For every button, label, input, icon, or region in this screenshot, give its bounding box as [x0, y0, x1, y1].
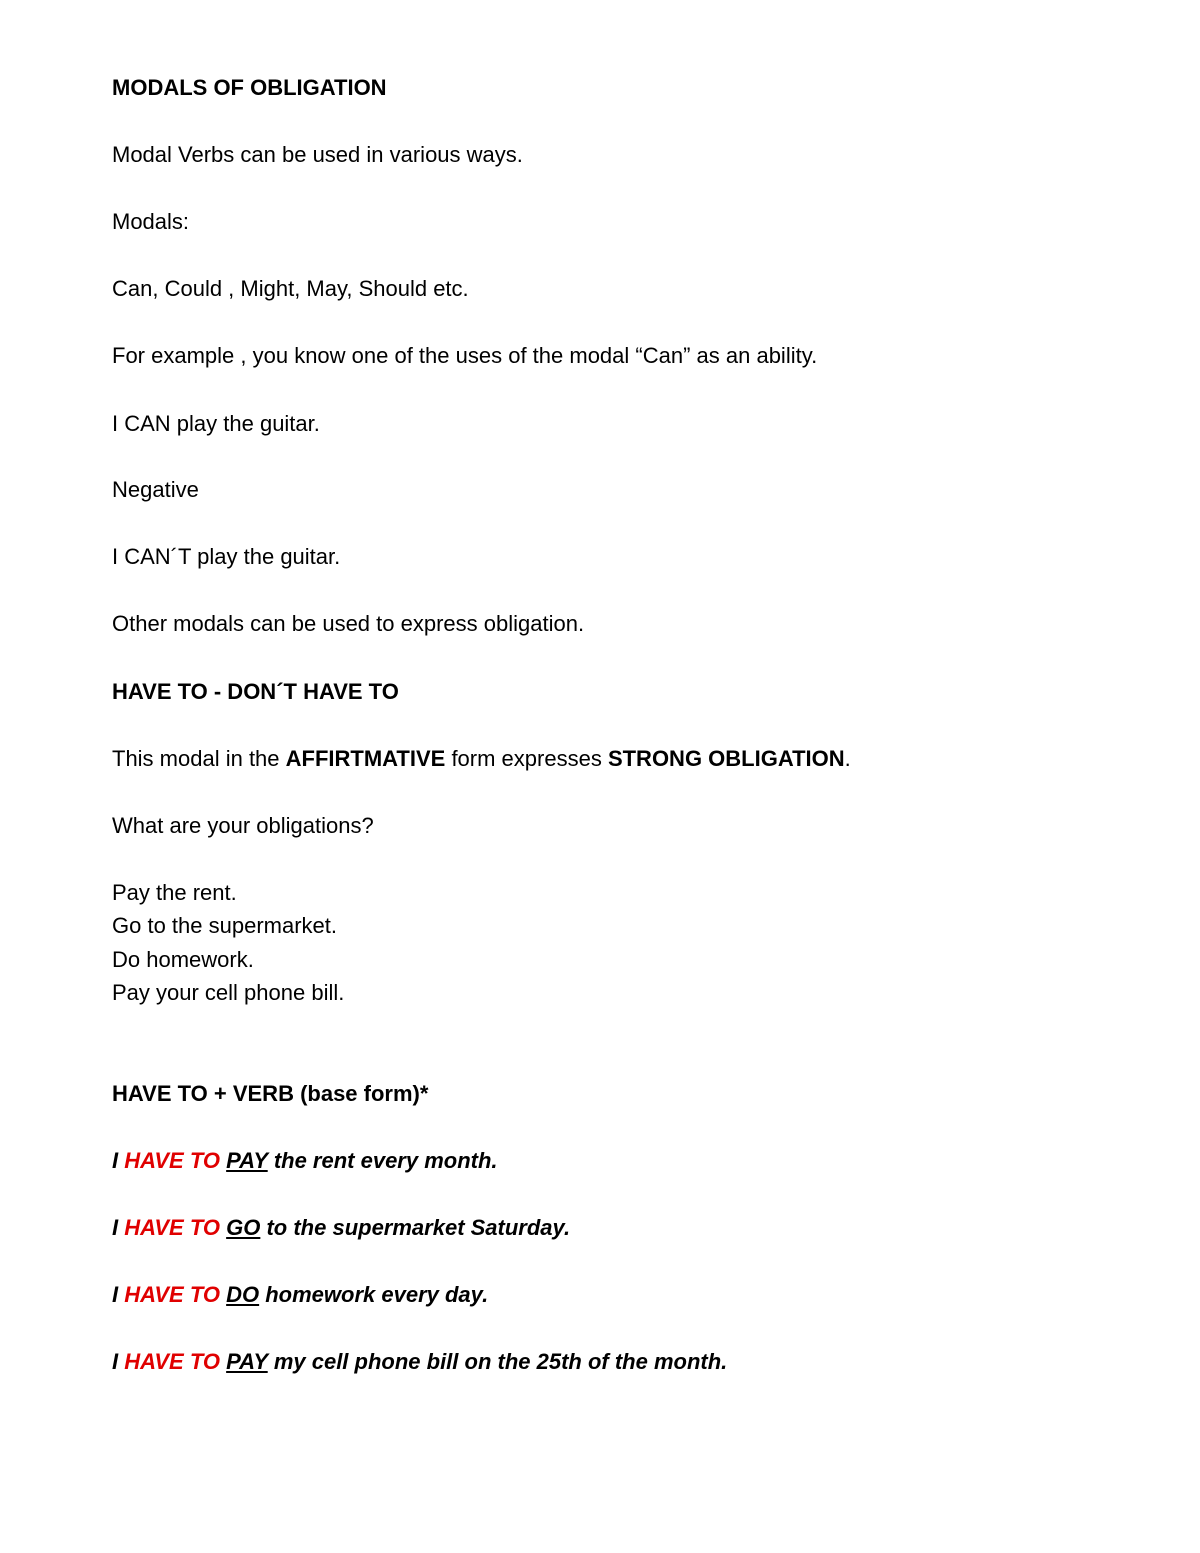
example-rest: homework every day.: [259, 1282, 489, 1307]
example-verb: PAY: [226, 1148, 268, 1173]
affirmative-text-2: form expresses: [445, 746, 608, 771]
example-sentence: [112, 1348, 727, 1376]
affirmative-text-3: .: [844, 746, 851, 771]
example-modal: HAVE TO: [124, 1282, 220, 1307]
obligation-item: Pay your cell phone bill.: [112, 980, 345, 1005]
example-subject: I: [112, 1349, 125, 1374]
obligation-item: Do homework.: [112, 947, 254, 972]
obligation-item: Pay the rent.: [112, 880, 237, 905]
example-subject: I: [112, 1282, 125, 1307]
section-heading: HAVE TO - DON´T HAVE TO: [112, 679, 399, 704]
example-modal: HAVE TO: [124, 1349, 220, 1374]
example-sentence: [112, 1214, 570, 1242]
example-subject: I: [112, 1215, 125, 1240]
formula-heading: HAVE TO + VERB (base form)*: [112, 1081, 429, 1106]
can-example: I CAN play the guitar.: [112, 411, 320, 436]
affirmative-line: [112, 745, 851, 773]
example-rest: to the supermarket Saturday.: [260, 1215, 571, 1240]
cant-example: I CAN´T play the guitar.: [112, 544, 341, 569]
example-sentence: [112, 1281, 488, 1309]
example-rest: my cell phone bill on the 25th of the month.: [267, 1349, 728, 1374]
negative-label: Negative: [112, 477, 199, 502]
modals-list: Can, Could , Might, May, Should etc.: [112, 276, 469, 301]
example-sentence: [112, 1147, 498, 1175]
example-verb: DO: [226, 1282, 260, 1307]
example-subject: I: [112, 1148, 125, 1173]
obligations-question: What are your obligations?: [112, 813, 374, 838]
example-verb: PAY: [226, 1349, 268, 1374]
modals-label: Modals:: [112, 209, 190, 234]
example-modal: HAVE TO: [124, 1215, 220, 1240]
other-modals-text: Other modals can be used to express obligation.: [112, 611, 585, 636]
obligation-item: Go to the supermarket.: [112, 913, 337, 938]
intro-text: Modal Verbs can be used in various ways.: [112, 142, 523, 167]
example-rest: the rent every month.: [267, 1148, 498, 1173]
example-verb: GO: [226, 1215, 261, 1240]
affirmative-bold-2: STRONG OBLIGATION: [607, 746, 845, 771]
example-modal: HAVE TO: [124, 1148, 220, 1173]
affirmative-bold-1: AFFIRTMATIVE: [285, 746, 446, 771]
document-title: MODALS OF OBLIGATION: [112, 75, 387, 100]
example-intro: For example , you know one of the uses of the modal “Can” as an ability.: [112, 343, 818, 368]
affirmative-text-1: This modal in the: [112, 746, 286, 771]
